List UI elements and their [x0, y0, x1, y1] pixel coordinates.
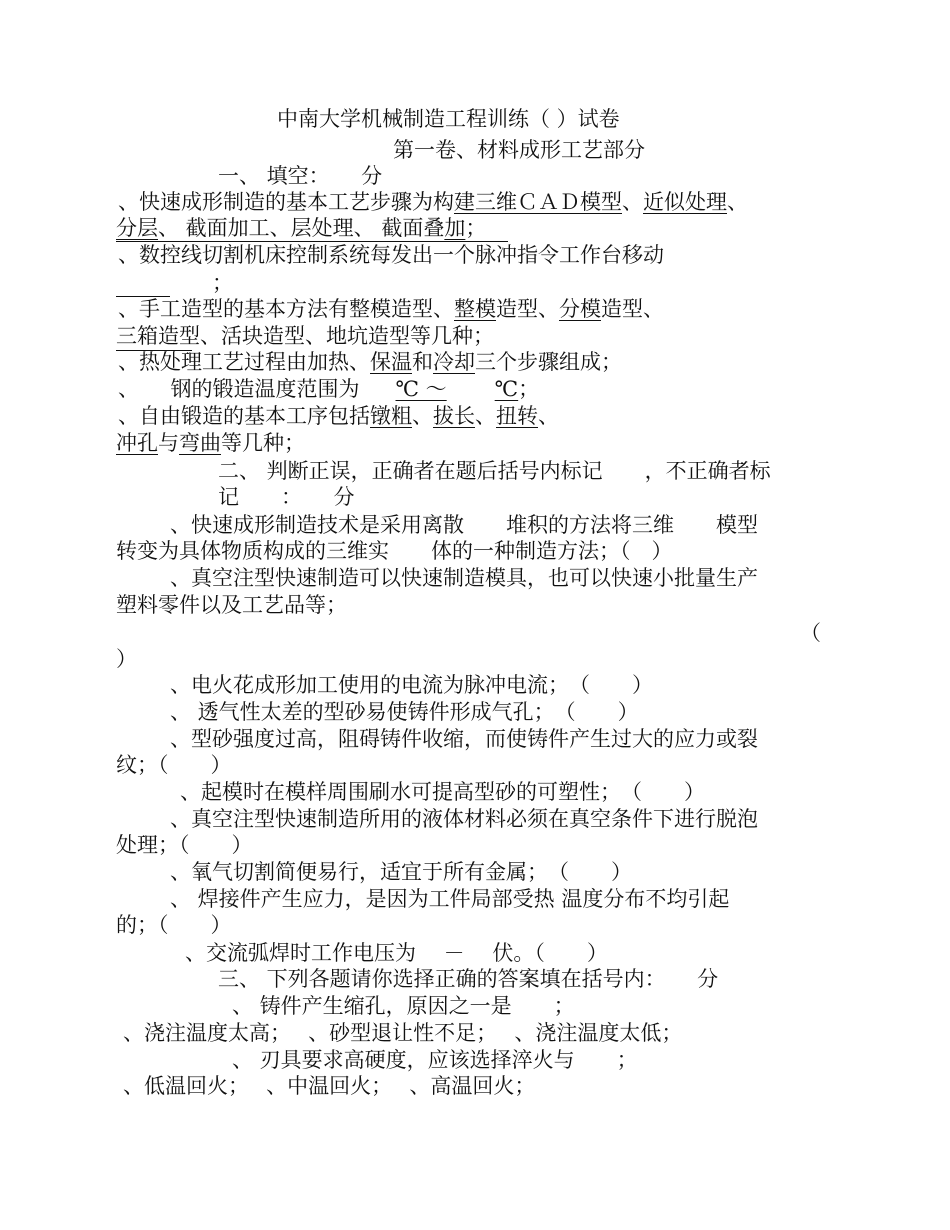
q2-line1: 、数控线切割机床控制系统每发出一个脉冲指令工作台移动	[118, 243, 664, 267]
q1-answer-2: 近似处理	[643, 190, 727, 214]
mc-options: 、浇注温度太高； 、砂型退让性不足； 、浇注温度太低；	[123, 1021, 683, 1045]
tf-item: 、电火花成形加工使用的电流为脉冲电流； （ ）	[170, 673, 653, 697]
tf-item: 、交流弧焊时工作电压为 － 伏。（ ）	[185, 941, 608, 965]
q3-line2: 三箱造型、活块造型、地坑造型等几种；	[116, 324, 494, 348]
q1-sep: 、	[622, 190, 643, 214]
tf-item: 的；（ ）	[116, 913, 232, 937]
section3-heading: 三、 下列各题请你选择正确的答案填在括号内： 分	[218, 967, 719, 991]
tf-item: 纹；（ ）	[116, 753, 232, 777]
q6-text: 、自由锻造的基本工序包括	[118, 404, 370, 428]
tf-item: 处理；（ ）	[116, 833, 253, 857]
q4-text: 和	[412, 350, 433, 374]
q6-text: 与	[158, 431, 179, 455]
tf-answer-bracket: （	[800, 621, 821, 645]
q3-answer-2: 分模	[559, 297, 601, 321]
q1-answer-1: 建三维ＣＡＤ模型	[454, 190, 622, 214]
q4-line	[118, 349, 622, 375]
q3-text: 造型、	[601, 297, 664, 321]
tf-answer-bracket: ）	[116, 647, 137, 671]
q6-answer-2: 拔长	[433, 404, 475, 428]
q1-text: 、 截面加工、层处理、 截面叠	[158, 216, 445, 240]
tf-item: 、 透气性太差的型砂易使铸件形成气孔； （ ）	[170, 700, 639, 724]
tf-item: 转变为具体物质构成的三维实 体的一种制造方法；（ ）	[116, 539, 673, 563]
q2-line2: ；	[212, 271, 233, 295]
q6-answer-3: 扭转	[496, 404, 538, 428]
q5-text: 、 钢的锻造温度范围为	[118, 377, 360, 401]
q6-sep: 、	[412, 404, 433, 428]
tf-item: 、 焊接件产生应力，是因为工件局部受热 温度分布不均引起	[170, 887, 730, 911]
q6-answer-4: 冲孔	[116, 431, 158, 455]
q6-answer-1: 镦粗	[370, 404, 412, 428]
q5-end: ；	[518, 377, 540, 401]
q6-sep: 、	[475, 404, 496, 428]
tf-item: 、快速成形制造技术是采用离散 堆积的方法将三维 模型	[170, 513, 758, 537]
q4-text: 、热处理工艺过程由加热、	[118, 350, 370, 374]
q6-text: 等几种；	[221, 431, 305, 455]
tf-item: 、真空注型快速制造可以快速制造模具，也可以快速小批量生产	[170, 566, 758, 590]
exam-title: 中南大学机械制造工程训练（ ）试卷	[277, 107, 620, 131]
mc-question: 、 刃具要求高硬度，应该选择淬火与 ；	[232, 1048, 638, 1072]
q3-text: 、手工造型的基本方法有整模造型、	[118, 297, 454, 321]
mc-options: 、低温回火； 、中温回火； 、高温回火；	[123, 1074, 536, 1098]
q6-line1	[118, 403, 559, 429]
tf-item: 、型砂强度过高，阻碍铸件收缩，而使铸件产生过大的应力或裂	[170, 727, 758, 751]
q5-unit-1: ℃ ～	[395, 377, 447, 401]
q1-sep: 、	[727, 190, 748, 214]
tf-item: 塑料零件以及工艺品等；	[116, 593, 347, 617]
tf-item: 、起模时在模样周围刷水可提高型砂的可塑性； （ ）	[180, 780, 705, 804]
q5-unit-2: ℃	[494, 377, 519, 401]
q6-sep: 、	[538, 404, 559, 428]
q1-text: 、快速成形制造的基本工艺步骤为构	[118, 190, 454, 214]
exam-subtitle: 第一卷、材料成形工艺部分	[393, 138, 645, 162]
q4-answer-2: 冷却	[433, 350, 475, 374]
q4-answer-1: 保温	[370, 350, 412, 374]
section2-heading: 二、 判断正误，正确者在题后括号内标记 ，不正确者标	[218, 459, 771, 483]
q1-end: ；	[465, 216, 487, 240]
q6-answer-5: 弯曲	[179, 431, 221, 455]
q3-line1	[118, 296, 664, 322]
q1-line2	[116, 215, 486, 241]
tf-item: 、真空注型快速制造所用的液体材料必须在真空条件下进行脱泡	[170, 807, 758, 831]
q5-line	[118, 376, 539, 402]
mc-question: 、 铸件产生缩孔，原因之一是 ；	[232, 994, 575, 1018]
q3-answer-1: 整模	[454, 297, 496, 321]
q1-answer-3: 分层	[116, 216, 158, 240]
q1-line1	[118, 189, 748, 215]
tf-item: 、氧气切割简便易行，适宜于所有金属； （ ）	[170, 860, 632, 884]
section1-heading: 一、 填空： 分	[218, 164, 383, 188]
q6-line2	[116, 430, 305, 456]
q1-answer-4: 加	[444, 216, 466, 240]
q4-text: 三个步骤组成；	[475, 350, 622, 374]
q3-text: 造型、	[496, 297, 559, 321]
section2-heading-cont: 记 ： 分	[218, 485, 355, 509]
